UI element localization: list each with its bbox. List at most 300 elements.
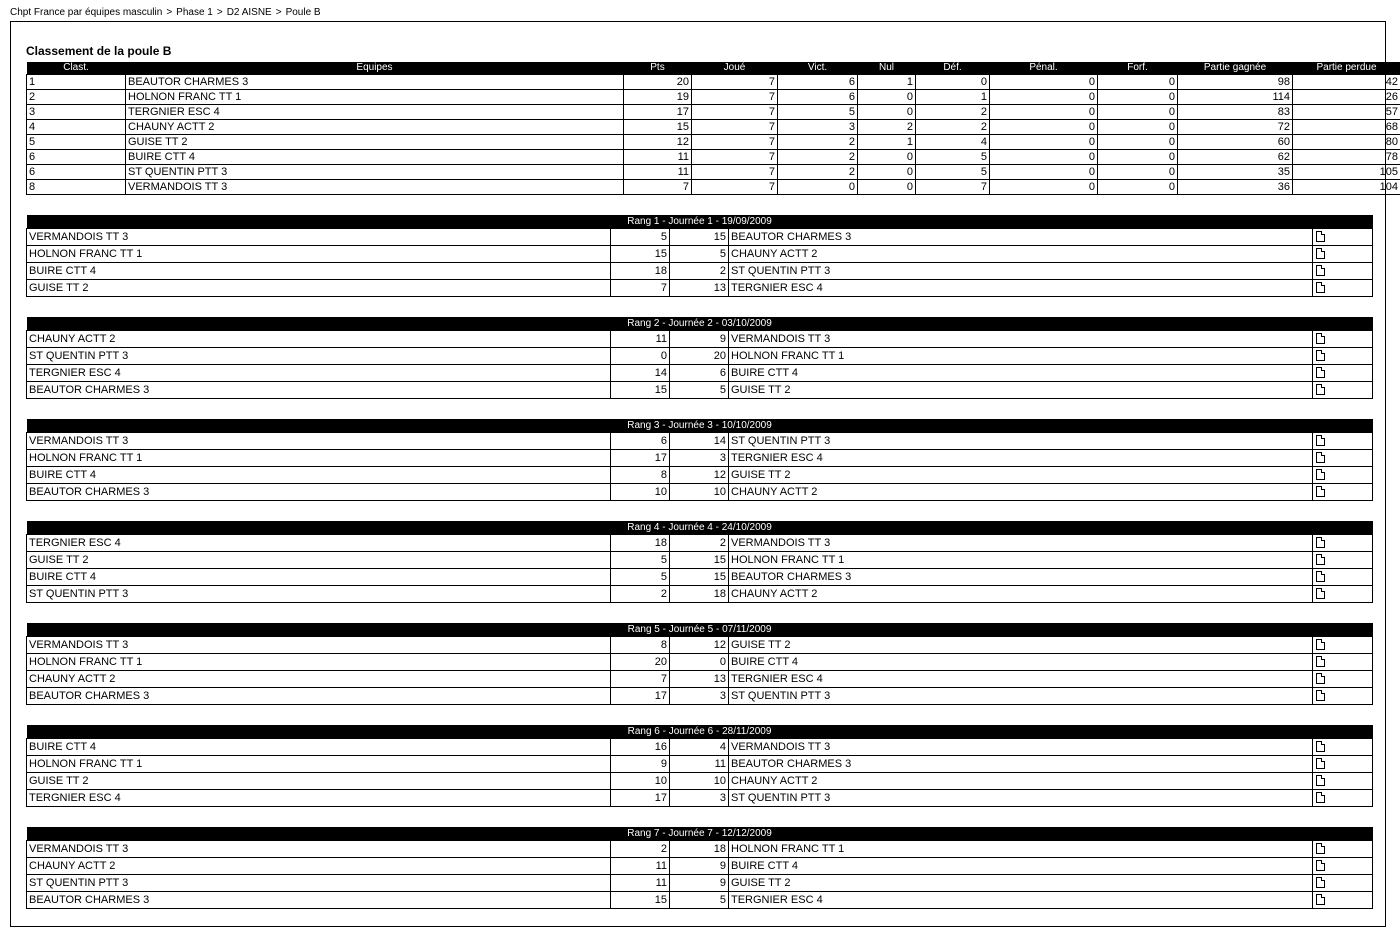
home-team[interactable]: BUIRE CTT 4 xyxy=(27,569,611,586)
round-title: Rang 1 - Journée 1 - 19/09/2009 xyxy=(27,215,1373,229)
away-team[interactable]: CHAUNY ACTT 2 xyxy=(729,484,1313,501)
match-sheet-cell xyxy=(1313,569,1373,586)
column-header-played: Joué xyxy=(692,62,778,75)
away-score: 12 xyxy=(670,467,729,484)
standings-header-row xyxy=(27,62,1400,75)
home-team[interactable]: TERGNIER ESC 4 xyxy=(27,790,611,807)
away-score: 9 xyxy=(670,875,729,892)
column-header-penalties: Pénal. xyxy=(990,62,1098,75)
round-title: Rang 6 - Journée 6 - 28/11/2009 xyxy=(27,725,1373,739)
match-row xyxy=(27,654,1373,671)
match-row xyxy=(27,433,1373,450)
breadcrumb xyxy=(10,7,321,18)
cell-played: 7 xyxy=(692,90,778,105)
column-header-wins: Vict. xyxy=(778,62,858,75)
document-icon[interactable] xyxy=(1316,231,1325,242)
cell-wins: 6 xyxy=(778,90,858,105)
away-score: 18 xyxy=(670,586,729,603)
cell-wins: 2 xyxy=(778,135,858,150)
cell-forfeits: 0 xyxy=(1098,180,1178,195)
round-header-row xyxy=(27,725,1373,739)
document-icon[interactable] xyxy=(1316,758,1325,769)
cell-played: 7 xyxy=(692,180,778,195)
away-score: 0 xyxy=(670,654,729,671)
match-row xyxy=(27,535,1373,552)
away-score: 20 xyxy=(670,348,729,365)
cell-team[interactable]: CHAUNY ACTT 2 xyxy=(126,120,624,135)
cell-penalties: 0 xyxy=(990,120,1098,135)
cell-penalties: 0 xyxy=(990,90,1098,105)
match-row xyxy=(27,688,1373,705)
match-row xyxy=(27,246,1373,263)
page-title: Classement de la poule B xyxy=(26,44,172,58)
column-header-losses: Déf. xyxy=(916,62,990,75)
document-icon[interactable] xyxy=(1316,384,1325,395)
match-sheet-cell xyxy=(1313,739,1373,756)
home-team[interactable]: ST QUENTIN PTT 3 xyxy=(27,348,611,365)
match-row xyxy=(27,484,1373,501)
home-score: 17 xyxy=(611,790,670,807)
column-header-points: Pts xyxy=(624,62,692,75)
cell-wins: 2 xyxy=(778,150,858,165)
away-team[interactable]: CHAUNY ACTT 2 xyxy=(729,773,1313,790)
cell-team[interactable]: TERGNIER ESC 4 xyxy=(126,105,624,120)
document-icon[interactable] xyxy=(1316,775,1325,786)
cell-games-lost: 78 xyxy=(1293,150,1400,165)
cell-losses: 5 xyxy=(916,150,990,165)
round-title: Rang 7 - Journée 7 - 12/12/2009 xyxy=(27,827,1373,841)
cell-games-lost: 104 xyxy=(1293,180,1400,195)
home-team[interactable]: CHAUNY ACTT 2 xyxy=(27,671,611,688)
home-team[interactable]: BUIRE CTT 4 xyxy=(27,263,611,280)
round-table xyxy=(26,827,1373,909)
cell-losses: 7 xyxy=(916,180,990,195)
cell-games-lost: 57 xyxy=(1293,105,1400,120)
cell-team[interactable]: GUISE TT 2 xyxy=(126,135,624,150)
home-team[interactable]: BEAUTOR CHARMES 3 xyxy=(27,892,611,909)
home-score: 18 xyxy=(611,535,670,552)
table-row xyxy=(27,120,1400,135)
cell-points: 20 xyxy=(624,75,692,90)
column-header-forfeits: Forf. xyxy=(1098,62,1178,75)
match-sheet-cell xyxy=(1313,671,1373,688)
away-team[interactable]: GUISE TT 2 xyxy=(729,875,1313,892)
round-header-row xyxy=(27,827,1373,841)
cell-team[interactable]: VERMANDOIS TT 3 xyxy=(126,180,624,195)
round-table xyxy=(26,623,1373,705)
home-team[interactable]: HOLNON FRANC TT 1 xyxy=(27,654,611,671)
home-team[interactable]: ST QUENTIN PTT 3 xyxy=(27,875,611,892)
home-team[interactable]: ST QUENTIN PTT 3 xyxy=(27,586,611,603)
document-icon[interactable] xyxy=(1316,673,1325,684)
cell-losses: 4 xyxy=(916,135,990,150)
cell-forfeits: 0 xyxy=(1098,120,1178,135)
document-icon[interactable] xyxy=(1316,265,1325,276)
match-row xyxy=(27,331,1373,348)
home-score: 14 xyxy=(611,365,670,382)
cell-draws: 1 xyxy=(858,75,916,90)
away-team[interactable]: HOLNON FRANC TT 1 xyxy=(729,841,1313,858)
home-team[interactable]: TERGNIER ESC 4 xyxy=(27,365,611,382)
match-sheet-cell xyxy=(1313,688,1373,705)
home-team[interactable]: BEAUTOR CHARMES 3 xyxy=(27,484,611,501)
cell-games-won: 60 xyxy=(1178,135,1293,150)
cell-losses: 5 xyxy=(916,165,990,180)
match-sheet-cell xyxy=(1313,263,1373,280)
document-icon[interactable] xyxy=(1316,537,1325,548)
match-sheet-cell xyxy=(1313,586,1373,603)
cell-forfeits: 0 xyxy=(1098,105,1178,120)
away-team[interactable]: BUIRE CTT 4 xyxy=(729,654,1313,671)
cell-games-won: 83 xyxy=(1178,105,1293,120)
column-header-games-lost: Partie perdue xyxy=(1293,62,1400,75)
cell-losses: 1 xyxy=(916,90,990,105)
cell-penalties: 0 xyxy=(990,75,1098,90)
home-score: 2 xyxy=(611,586,670,603)
away-score: 4 xyxy=(670,739,729,756)
home-team[interactable]: BUIRE CTT 4 xyxy=(27,739,611,756)
column-header-draws: Nul xyxy=(858,62,916,75)
cell-games-won: 98 xyxy=(1178,75,1293,90)
cell-wins: 3 xyxy=(778,120,858,135)
home-score: 15 xyxy=(611,892,670,909)
cell-team[interactable]: HOLNON FRANC TT 1 xyxy=(126,90,624,105)
away-score: 14 xyxy=(670,433,729,450)
home-team[interactable]: HOLNON FRANC TT 1 xyxy=(27,450,611,467)
match-row xyxy=(27,263,1373,280)
round-table xyxy=(26,521,1373,603)
match-sheet-cell xyxy=(1313,467,1373,484)
away-score: 5 xyxy=(670,892,729,909)
table-row xyxy=(27,105,1400,120)
away-team[interactable]: TERGNIER ESC 4 xyxy=(729,671,1313,688)
match-row xyxy=(27,467,1373,484)
away-team[interactable]: VERMANDOIS TT 3 xyxy=(729,331,1313,348)
home-score: 16 xyxy=(611,739,670,756)
home-team[interactable]: VERMANDOIS TT 3 xyxy=(27,637,611,654)
home-team[interactable]: BUIRE CTT 4 xyxy=(27,467,611,484)
away-team[interactable]: VERMANDOIS TT 3 xyxy=(729,739,1313,756)
table-row xyxy=(27,135,1400,150)
cell-games-won: 36 xyxy=(1178,180,1293,195)
cell-points: 19 xyxy=(624,90,692,105)
breadcrumb-separator: > xyxy=(275,7,282,18)
cell-games-won: 62 xyxy=(1178,150,1293,165)
document-icon[interactable] xyxy=(1316,792,1325,803)
away-score: 13 xyxy=(670,280,729,297)
breadcrumb-item-pool: Poule B xyxy=(285,7,321,18)
breadcrumb-separator: > xyxy=(166,7,173,18)
match-sheet-cell xyxy=(1313,858,1373,875)
cell-penalties: 0 xyxy=(990,165,1098,180)
round-table xyxy=(26,419,1373,501)
cell-points: 7 xyxy=(624,180,692,195)
breadcrumb-separator: > xyxy=(216,7,223,18)
document-icon[interactable] xyxy=(1316,554,1325,565)
round-header-row xyxy=(27,317,1373,331)
cell-draws: 2 xyxy=(858,120,916,135)
cell-rank: 6 xyxy=(27,165,126,180)
cell-forfeits: 0 xyxy=(1098,135,1178,150)
table-row xyxy=(27,165,1400,180)
document-icon[interactable] xyxy=(1316,350,1325,361)
cell-team[interactable]: ST QUENTIN PTT 3 xyxy=(126,165,624,180)
document-icon[interactable] xyxy=(1316,452,1325,463)
cell-rank: 1 xyxy=(27,75,126,90)
away-team[interactable]: BEAUTOR CHARMES 3 xyxy=(729,229,1313,246)
match-sheet-cell xyxy=(1313,756,1373,773)
cell-draws: 0 xyxy=(858,90,916,105)
cell-rank: 5 xyxy=(27,135,126,150)
cell-forfeits: 0 xyxy=(1098,75,1178,90)
match-sheet-cell xyxy=(1313,450,1373,467)
round-header-row xyxy=(27,215,1373,229)
document-icon[interactable] xyxy=(1316,690,1325,701)
away-score: 9 xyxy=(670,331,729,348)
home-score: 17 xyxy=(611,450,670,467)
match-sheet-cell xyxy=(1313,790,1373,807)
away-team[interactable]: CHAUNY ACTT 2 xyxy=(729,246,1313,263)
away-score: 11 xyxy=(670,756,729,773)
cell-draws: 0 xyxy=(858,150,916,165)
home-team[interactable]: BEAUTOR CHARMES 3 xyxy=(27,688,611,705)
round-header-row xyxy=(27,521,1373,535)
away-team[interactable]: HOLNON FRANC TT 1 xyxy=(729,552,1313,569)
cell-rank: 2 xyxy=(27,90,126,105)
match-sheet-cell xyxy=(1313,892,1373,909)
away-score: 5 xyxy=(670,246,729,263)
cell-rank: 4 xyxy=(27,120,126,135)
home-team[interactable]: GUISE TT 2 xyxy=(27,280,611,297)
column-header-games-won: Partie gagnée xyxy=(1178,62,1293,75)
away-score: 12 xyxy=(670,637,729,654)
home-score: 20 xyxy=(611,654,670,671)
document-icon[interactable] xyxy=(1316,656,1325,667)
home-score: 5 xyxy=(611,569,670,586)
home-team[interactable]: CHAUNY ACTT 2 xyxy=(27,858,611,875)
away-score: 13 xyxy=(670,671,729,688)
away-team[interactable]: GUISE TT 2 xyxy=(729,467,1313,484)
table-row xyxy=(27,90,1400,105)
cell-forfeits: 0 xyxy=(1098,150,1178,165)
home-score: 18 xyxy=(611,263,670,280)
home-team[interactable]: HOLNON FRANC TT 1 xyxy=(27,246,611,263)
match-row xyxy=(27,858,1373,875)
column-header-rank: Clast. xyxy=(27,62,126,75)
away-team[interactable]: HOLNON FRANC TT 1 xyxy=(729,348,1313,365)
match-row xyxy=(27,450,1373,467)
away-score: 2 xyxy=(670,535,729,552)
cell-wins: 6 xyxy=(778,75,858,90)
cell-draws: 0 xyxy=(858,165,916,180)
document-icon[interactable] xyxy=(1316,588,1325,599)
cell-games-won: 35 xyxy=(1178,165,1293,180)
table-row xyxy=(27,75,1400,90)
cell-points: 17 xyxy=(624,105,692,120)
round-header-row xyxy=(27,623,1373,637)
home-team[interactable]: CHAUNY ACTT 2 xyxy=(27,331,611,348)
cell-played: 7 xyxy=(692,165,778,180)
cell-losses: 2 xyxy=(916,105,990,120)
away-score: 6 xyxy=(670,365,729,382)
away-score: 15 xyxy=(670,229,729,246)
cell-draws: 1 xyxy=(858,135,916,150)
away-team[interactable]: TERGNIER ESC 4 xyxy=(729,280,1313,297)
away-team[interactable]: GUISE TT 2 xyxy=(729,382,1313,399)
match-row xyxy=(27,569,1373,586)
home-score: 11 xyxy=(611,331,670,348)
away-team[interactable]: ST QUENTIN PTT 3 xyxy=(729,790,1313,807)
document-icon[interactable] xyxy=(1316,571,1325,582)
home-score: 10 xyxy=(611,773,670,790)
cell-games-lost: 80 xyxy=(1293,135,1400,150)
home-team[interactable]: BEAUTOR CHARMES 3 xyxy=(27,382,611,399)
away-team[interactable]: ST QUENTIN PTT 3 xyxy=(729,263,1313,280)
document-icon[interactable] xyxy=(1316,894,1325,905)
away-team[interactable]: CHAUNY ACTT 2 xyxy=(729,586,1313,603)
home-score: 15 xyxy=(611,382,670,399)
cell-losses: 0 xyxy=(916,75,990,90)
cell-rank: 8 xyxy=(27,180,126,195)
away-score: 10 xyxy=(670,484,729,501)
cell-points: 11 xyxy=(624,165,692,180)
match-sheet-cell xyxy=(1313,841,1373,858)
away-team[interactable]: BUIRE CTT 4 xyxy=(729,365,1313,382)
home-score: 15 xyxy=(611,246,670,263)
cell-games-won: 114 xyxy=(1178,90,1293,105)
home-score: 9 xyxy=(611,756,670,773)
cell-rank: 6 xyxy=(27,150,126,165)
cell-wins: 2 xyxy=(778,165,858,180)
cell-team[interactable]: BEAUTOR CHARMES 3 xyxy=(126,75,624,90)
match-sheet-cell xyxy=(1313,348,1373,365)
away-team[interactable]: BEAUTOR CHARMES 3 xyxy=(729,756,1313,773)
home-team[interactable]: VERMANDOIS TT 3 xyxy=(27,229,611,246)
round-title: Rang 5 - Journée 5 - 07/11/2009 xyxy=(27,623,1373,637)
cell-draws: 0 xyxy=(858,180,916,195)
document-icon[interactable] xyxy=(1316,639,1325,650)
cell-played: 7 xyxy=(692,75,778,90)
cell-rank: 3 xyxy=(27,105,126,120)
match-sheet-cell xyxy=(1313,382,1373,399)
match-row xyxy=(27,841,1373,858)
document-icon[interactable] xyxy=(1316,486,1325,497)
home-score: 2 xyxy=(611,841,670,858)
match-sheet-cell xyxy=(1313,535,1373,552)
match-row xyxy=(27,671,1373,688)
match-sheet-cell xyxy=(1313,637,1373,654)
breadcrumb-item-phase[interactable]: Phase 1 xyxy=(176,7,213,18)
cell-draws: 0 xyxy=(858,105,916,120)
match-sheet-cell xyxy=(1313,365,1373,382)
table-row xyxy=(27,180,1400,195)
standings-table xyxy=(26,62,1400,195)
away-score: 2 xyxy=(670,263,729,280)
round-table xyxy=(26,725,1373,807)
document-icon[interactable] xyxy=(1316,860,1325,871)
cell-forfeits: 0 xyxy=(1098,90,1178,105)
away-team[interactable]: TERGNIER ESC 4 xyxy=(729,450,1313,467)
home-team[interactable]: VERMANDOIS TT 3 xyxy=(27,433,611,450)
match-sheet-cell xyxy=(1313,552,1373,569)
breadcrumb-item-championship[interactable]: Chpt France par équipes masculin xyxy=(10,7,163,18)
match-sheet-cell xyxy=(1313,246,1373,263)
column-header-team: Equipes xyxy=(126,62,624,75)
cell-penalties: 0 xyxy=(990,180,1098,195)
home-team[interactable]: HOLNON FRANC TT 1 xyxy=(27,756,611,773)
home-team[interactable]: VERMANDOIS TT 3 xyxy=(27,841,611,858)
away-team[interactable]: BEAUTOR CHARMES 3 xyxy=(729,569,1313,586)
document-icon[interactable] xyxy=(1316,877,1325,888)
document-icon[interactable] xyxy=(1316,469,1325,480)
round-title: Rang 2 - Journée 2 - 03/10/2009 xyxy=(27,317,1373,331)
away-team[interactable]: VERMANDOIS TT 3 xyxy=(729,535,1313,552)
home-team[interactable]: GUISE TT 2 xyxy=(27,773,611,790)
match-sheet-cell xyxy=(1313,280,1373,297)
document-icon[interactable] xyxy=(1316,333,1325,344)
home-team[interactable]: GUISE TT 2 xyxy=(27,552,611,569)
cell-penalties: 0 xyxy=(990,135,1098,150)
match-sheet-cell xyxy=(1313,654,1373,671)
cell-wins: 5 xyxy=(778,105,858,120)
match-row xyxy=(27,756,1373,773)
document-icon[interactable] xyxy=(1316,282,1325,293)
home-team[interactable]: TERGNIER ESC 4 xyxy=(27,535,611,552)
document-icon[interactable] xyxy=(1316,435,1325,446)
away-score: 3 xyxy=(670,450,729,467)
match-row xyxy=(27,773,1373,790)
match-sheet-cell xyxy=(1313,875,1373,892)
away-score: 15 xyxy=(670,552,729,569)
home-score: 11 xyxy=(611,875,670,892)
away-team[interactable]: BUIRE CTT 4 xyxy=(729,858,1313,875)
away-team[interactable]: TERGNIER ESC 4 xyxy=(729,892,1313,909)
document-icon[interactable] xyxy=(1316,367,1325,378)
match-row xyxy=(27,382,1373,399)
breadcrumb-item-division[interactable]: D2 AISNE xyxy=(226,7,272,18)
cell-games-won: 72 xyxy=(1178,120,1293,135)
match-sheet-cell xyxy=(1313,229,1373,246)
match-row xyxy=(27,365,1373,382)
match-sheet-cell xyxy=(1313,773,1373,790)
cell-team[interactable]: BUIRE CTT 4 xyxy=(126,150,624,165)
home-score: 5 xyxy=(611,229,670,246)
document-icon[interactable] xyxy=(1316,843,1325,854)
cell-penalties: 0 xyxy=(990,105,1098,120)
home-score: 8 xyxy=(611,467,670,484)
away-score: 9 xyxy=(670,858,729,875)
home-score: 7 xyxy=(611,280,670,297)
match-row xyxy=(27,348,1373,365)
document-icon[interactable] xyxy=(1316,741,1325,752)
away-score: 5 xyxy=(670,382,729,399)
away-team[interactable]: ST QUENTIN PTT 3 xyxy=(729,433,1313,450)
away-team[interactable]: GUISE TT 2 xyxy=(729,637,1313,654)
home-score: 10 xyxy=(611,484,670,501)
round-table xyxy=(26,215,1373,297)
away-team[interactable]: ST QUENTIN PTT 3 xyxy=(729,688,1313,705)
round-header-row xyxy=(27,419,1373,433)
cell-played: 7 xyxy=(692,120,778,135)
match-row xyxy=(27,739,1373,756)
home-score: 7 xyxy=(611,671,670,688)
document-icon[interactable] xyxy=(1316,248,1325,259)
home-score: 11 xyxy=(611,858,670,875)
round-title: Rang 3 - Journée 3 - 10/10/2009 xyxy=(27,419,1373,433)
away-score: 3 xyxy=(670,790,729,807)
match-row xyxy=(27,892,1373,909)
match-row xyxy=(27,280,1373,297)
